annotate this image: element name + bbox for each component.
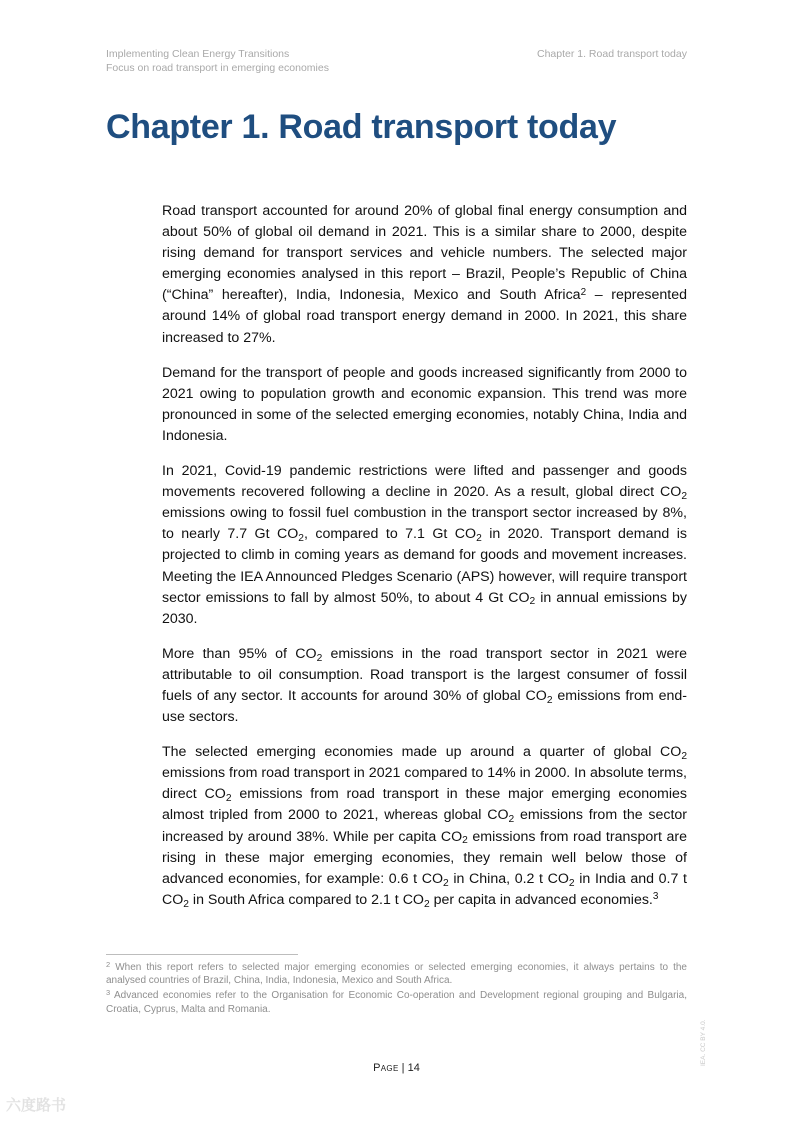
paragraph-5: The selected emerging economies made up around a quarter of global $CO_2$ emissions from road transport in 2021 compared to 14% in 2000. In absolute terms, direct $CO_2$ emissions from road transport in these major emerging economies almost tripled from 2000 to 2021, whereas global $CO_2$ emissions from the sector increased by around 38%. While per capita $CO_2$ emissions from road transport are rising in these major emerging economies, they remain well below those of advanced economies, for example: 0.6 t $CO_2$ in China, 0.2 t $CO_2$ in India and 0.7 t $CO_2$ in South Africa compared to 2.1 t $CO_2$ per capita in advanced economies.$^3$ <box>162 744 688 910</box>
chapter-body <box>162 201 687 925</box>
footnote-2: $^2$ When this report refers to selected major emerging economies or selected emerging economies, it always pertains to the analysed countries of Brazil, China, India, Indonesia, Mexico and South Africa. <box>106 959 687 987</box>
page-number: Page | 14 <box>373 1062 420 1074</box>
running-header-left <box>106 47 329 75</box>
footnote-3: $^3$ Advanced economies refer to the Organisation for Economic Co-operation and Development regional grouping and Bulgaria, Croatia, Cyprus, Malta and Romania. <box>106 988 687 1015</box>
footnote-ref-2[interactable]: 2 <box>580 286 587 298</box>
paragraph-1: Road transport accounted for around 20% of global final energy consumption and about 50% of global oil demand in 2021. This is a similar share to 2000, despite rising demand for transport services and vehicle numbers. The selected major emerging economies analysed in this report – Brazil, People’s Republic of China (“China” hereafter), India, Indonesia, Mexico and South Africa$^2$ – represented around 14% of global road transport energy demand in 2000. In 2021, this share increased to 27%. <box>162 203 687 346</box>
paragraph-2: Demand for the transport of people and goods increased significantly from 2000 to 2021 owing to population growth and economic expansion. This trend was more pronounced in some of the selected emerging economies, notably China, India and Indonesia. <box>162 364 687 444</box>
footnotes <box>106 961 687 1018</box>
chapter-title: Chapter 1. Road transport today <box>106 108 617 146</box>
paragraph-4: More than 95% of $CO_2$ emissions in the road transport sector in 2021 were attributable to oil consumption. Road transport is the largest consumer of fossil fuels of any sector. It accounts for around 30% of global $CO_2$ emissions from end-use sectors. <box>162 645 687 726</box>
watermark-text: 六度路书 <box>6 1097 67 1114</box>
footnote-divider <box>106 954 298 955</box>
license-notice: IEA. CC BY 4.0. <box>700 1019 707 1066</box>
report-subtitle: Focus on road transport in emerging economies <box>106 62 329 74</box>
footnote-ref-3[interactable]: 3 <box>652 891 659 903</box>
paragraph-3: In 2021, Covid-19 pandemic restrictions were lifted and passenger and goods movements recovered following a decline in 2020. As a result, global direct $CO_2$ emissions owing to fossil fuel combustion in the transport sector increased by 8%, to nearly 7.7 Gt $CO_2$, compared to 7.1 Gt $CO_2$ in 2020. Transport demand is projected to climb in coming years as demand for goods and movement increases. Meeting the IEA Announced Pledges Scenario (APS) however, will require transport sector emissions to fall by almost 50%, to about 4 Gt $CO_2$ in annual emissions by 2030. <box>162 463 687 627</box>
running-header-chapter: Chapter 1. Road transport today <box>536 48 687 60</box>
report-series-title: Implementing Clean Energy Transitions <box>106 48 290 60</box>
